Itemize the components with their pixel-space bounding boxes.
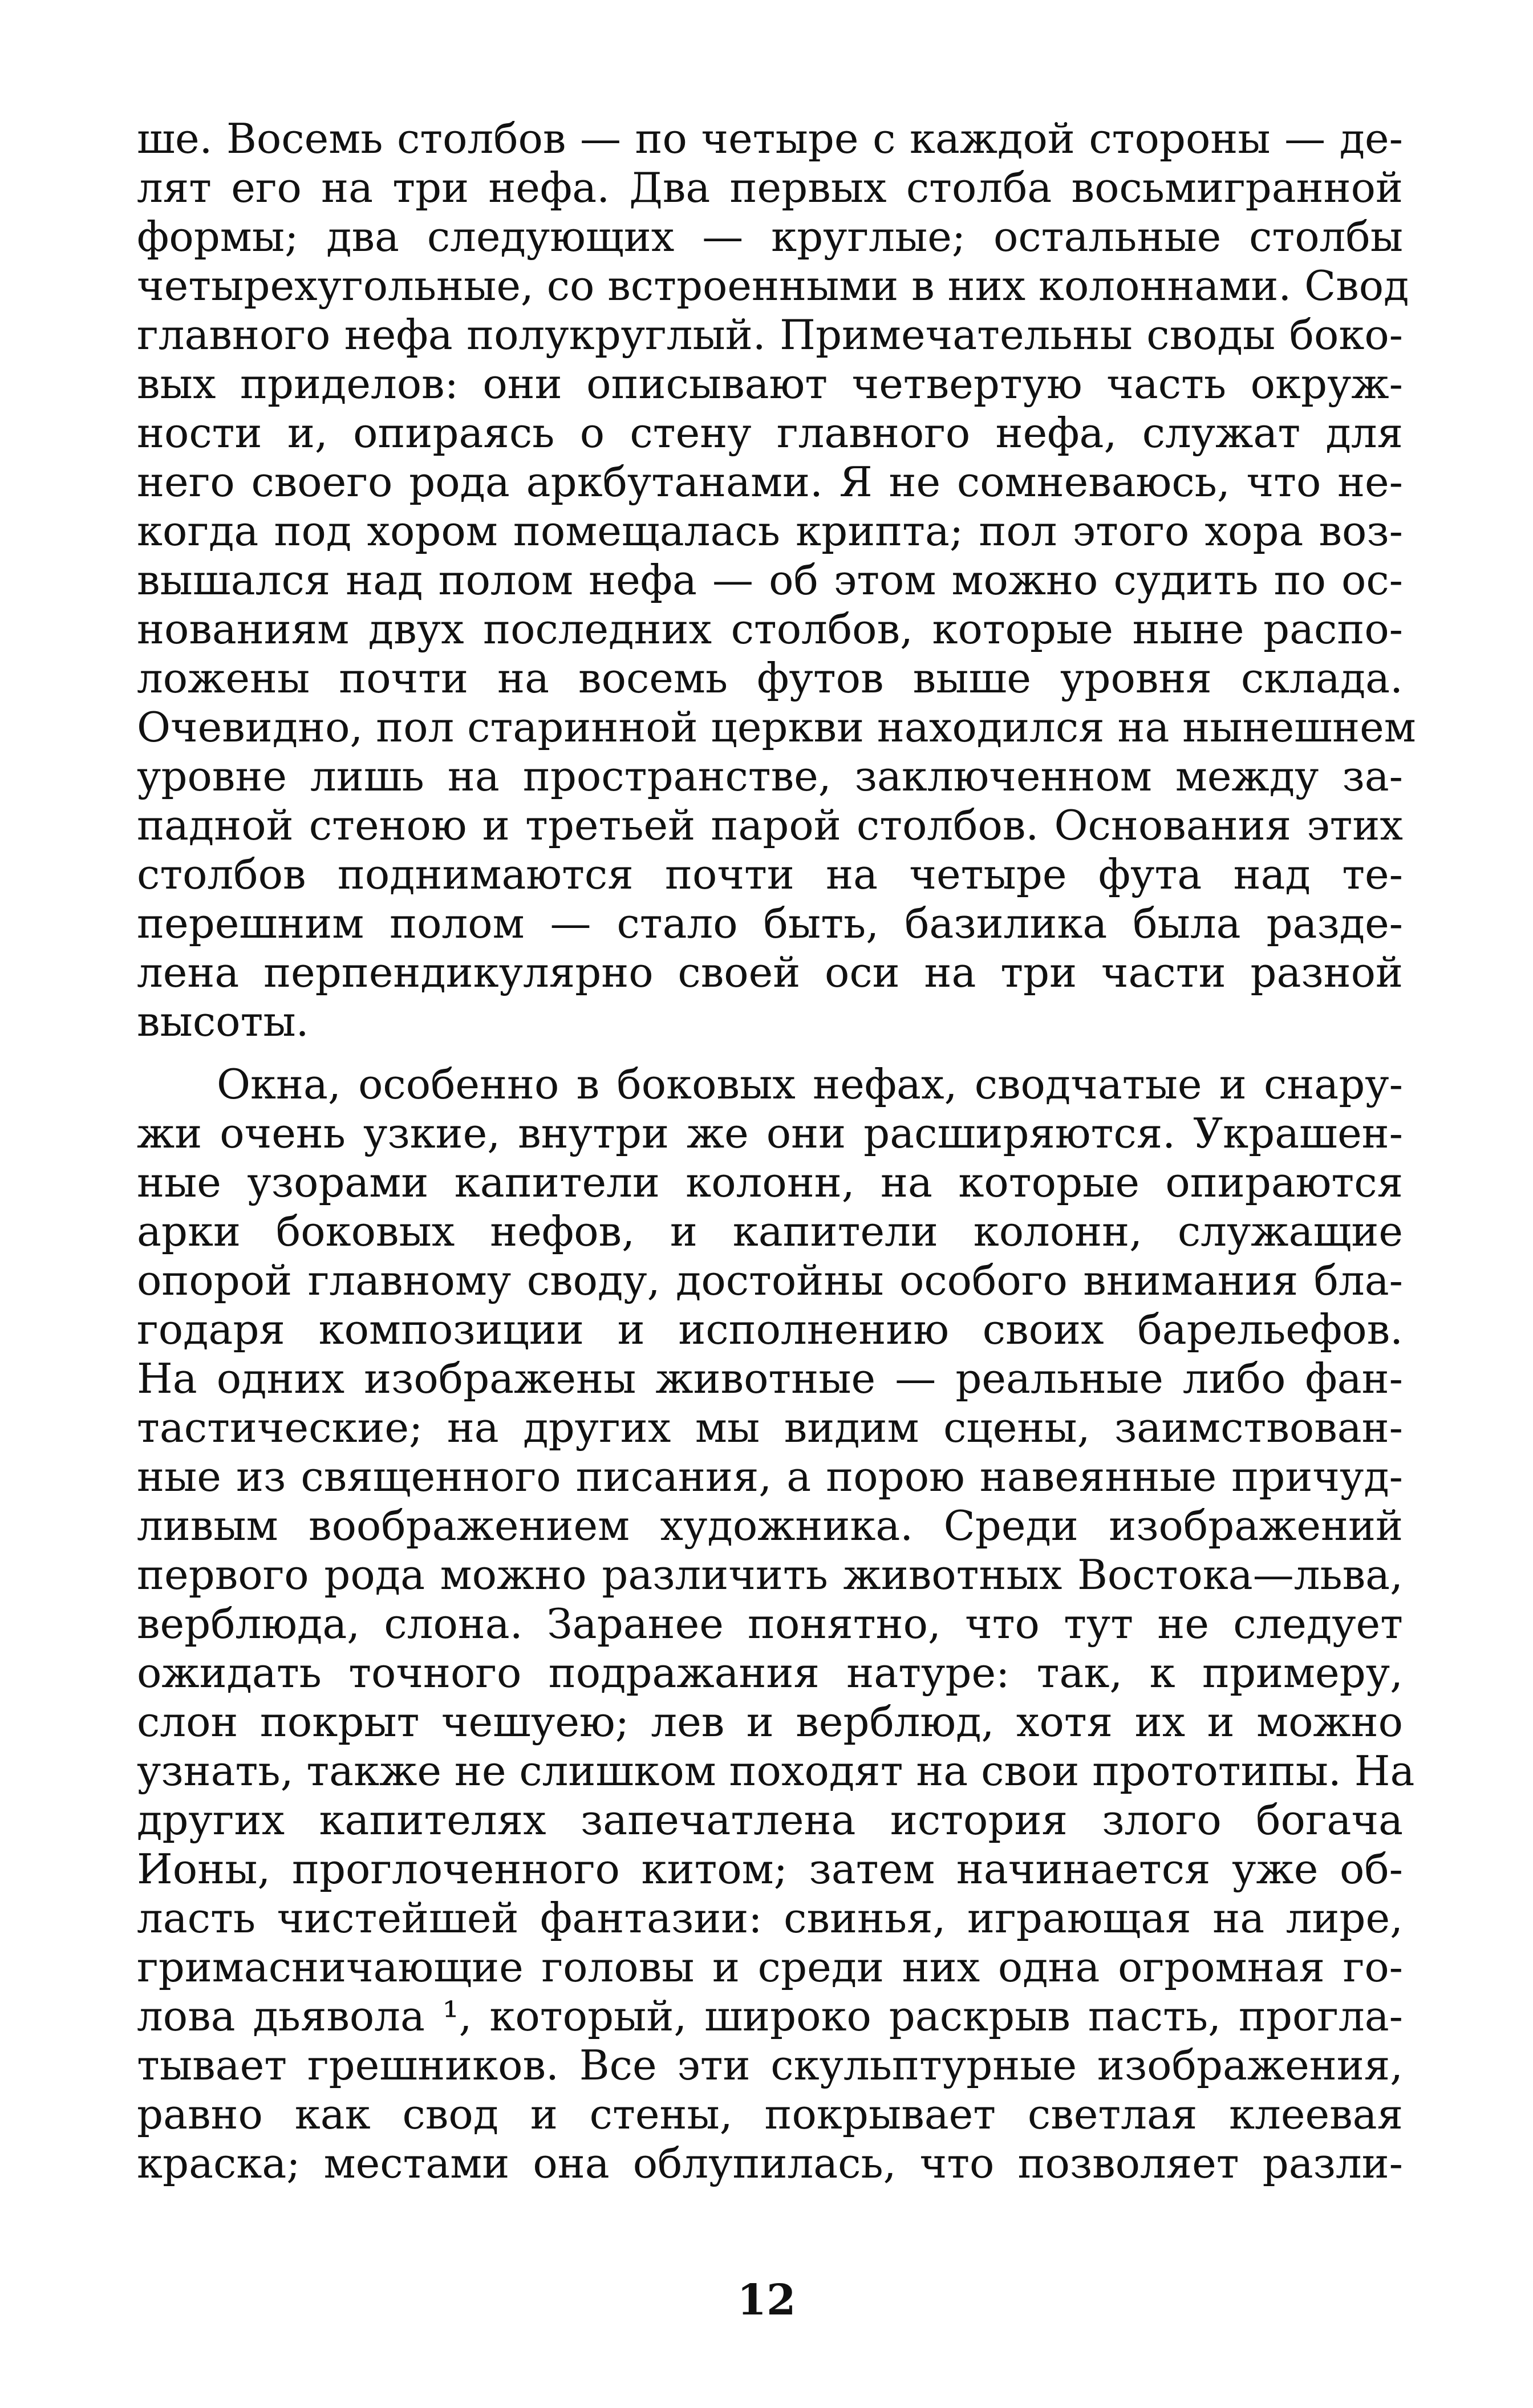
text-line: ожидать точного подражания натуре: так, к примеру, (137, 1649, 1403, 1697)
text-line: На одних изображены животные — реальные либо фан- (137, 1355, 1403, 1402)
text-line: ше. Восемь столбов — по четыре с каждой стороны — де- (137, 115, 1403, 163)
text-line: ности и, опираясь о стену главного нефа, служат для (137, 409, 1403, 457)
text-line: арки боковых нефов, и капители колонн, служащие (137, 1207, 1403, 1255)
text-line: годаря композиции и исполнению своих барельефов. (137, 1306, 1403, 1353)
text-line: узнать, также не слишком походят на свои прототипы. На (137, 1747, 1415, 1795)
text-line: ные узорами капители колонн, на которые опираются (137, 1158, 1403, 1206)
text-line: краска; местами она облупилась, что позволяет разли- (137, 2139, 1403, 2187)
text-line: жи очень узкие, внутри же они расширяются. Украшен- (137, 1109, 1403, 1157)
text-line: высоты. (137, 998, 309, 1045)
text-line: первого рода можно различить животных Востока—льва, (137, 1551, 1403, 1599)
text-line: главного нефа полукруглый. Примечательны своды боко- (137, 311, 1403, 359)
text-line: опорой главному своду, достойны особого внимания бла- (137, 1256, 1403, 1304)
text-line: лена перпендикулярно своей оси на три части разной (137, 948, 1403, 996)
text-line: лова дьявола ¹, который, широко раскрыв пасть, прогла- (137, 1992, 1403, 2040)
text-line: лят его на три нефа. Два первых столба восьмигранной (137, 164, 1403, 212)
text-line: вышался над полом нефа — об этом можно судить по ос- (137, 556, 1403, 604)
text-line: уровне лишь на пространстве, заключенном между за- (137, 752, 1403, 800)
text-line: ласть чистейшей фантазии: свинья, играющая на лире, (137, 1894, 1403, 1942)
text-line: тывает грешников. Все эти скульптурные изображения, (137, 2041, 1403, 2089)
text-line: столбов поднимаются почти на четыре фута над те- (137, 850, 1403, 898)
page-body (137, 114, 1416, 2188)
text-line: Ионы, проглоченного китом; затем начинается уже об- (137, 1845, 1403, 1893)
text-line: Очевидно, пол старинной церкви находился на нынешнем (137, 703, 1416, 751)
text-line: гримасничающие головы и среди них одна огромная го- (137, 1943, 1403, 1991)
text-line: ливым воображением художника. Среди изображений (137, 1502, 1403, 1550)
paragraph-1 (137, 114, 1416, 1046)
text-line: ложены почти на восемь футов выше уровня склада. (137, 654, 1403, 702)
text-line: слон покрыт чешуею; лев и верблюд, хотя их и можно (137, 1698, 1403, 1746)
text-line: формы; два следующих — круглые; остальные столбы (137, 213, 1403, 261)
text-line: падной стеною и третьей парой столбов. Основания этих (137, 801, 1403, 849)
text-line: нованиям двух последних столбов, которые ныне распо- (137, 605, 1403, 653)
text-line: других капителях запечатлена история злого богача (137, 1796, 1403, 1844)
text-line: четырехугольные, со встроенными в них колоннами. Свод (137, 262, 1409, 310)
paragraph-gap (137, 1046, 1403, 1060)
text-line: равно как свод и стены, покрывает светлая клеевая (137, 2090, 1403, 2138)
text-line: него своего рода аркбутанами. Я не сомневаюсь, что не- (137, 458, 1403, 506)
text-line: верблюда, слона. Заранее понятно, что тут не следует (137, 1600, 1403, 1648)
text-line: перешним полом — стало быть, базилика была разде- (137, 899, 1403, 947)
text-line: когда под хором помещалась крипта; пол этого хора воз- (137, 507, 1403, 555)
page-number: 12 (737, 2276, 796, 2325)
text-line: тастические; на других мы видим сцены, заимствован- (137, 1404, 1403, 1452)
paragraph-2 (137, 1060, 1415, 2188)
text-line: ные из священного писания, а порою навеянные причуд- (137, 1453, 1403, 1501)
text-line: Окна, особенно в боковых нефах, сводчатые и снару- (217, 1060, 1403, 1108)
text-line: вых приделов: они описывают четвертую часть окруж- (137, 360, 1403, 408)
